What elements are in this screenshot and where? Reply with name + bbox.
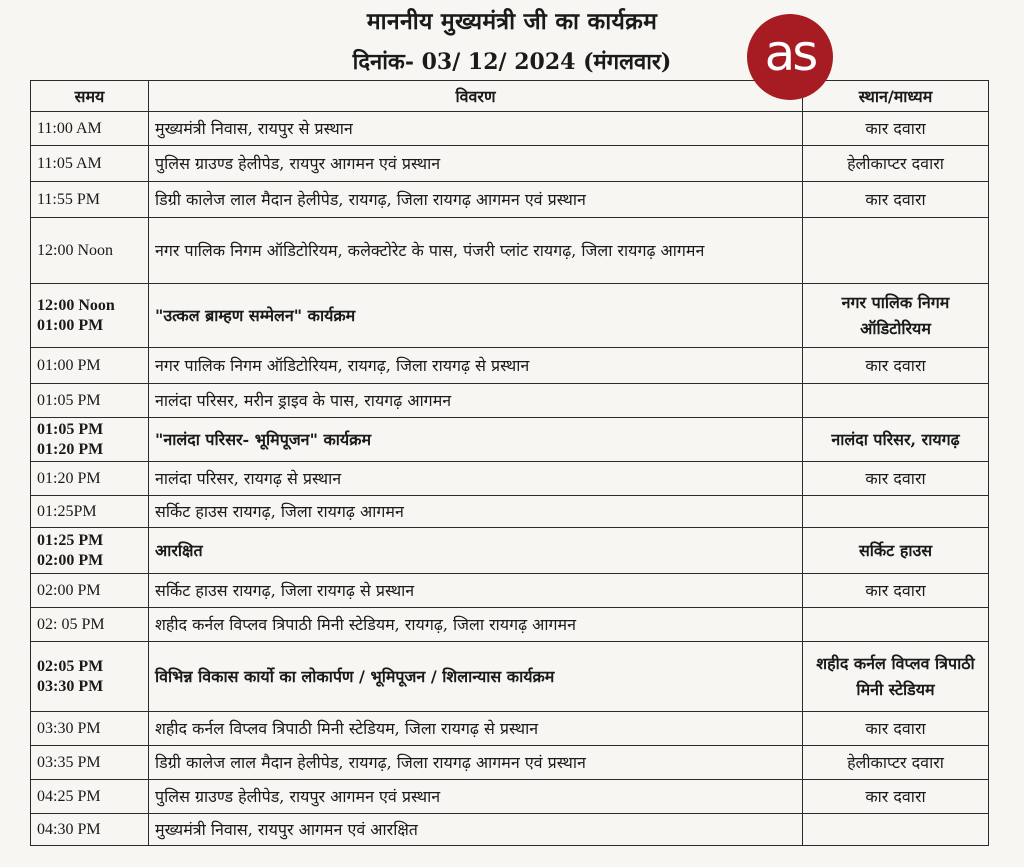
row-description: शहीद कर्नल विप्लव त्रिपाठी मिनी स्टेडियम, रायगढ़, जिला रायगढ़ आगमन <box>149 608 803 642</box>
table-header-row <box>31 81 989 112</box>
row-time: 11:00 AM <box>31 112 149 146</box>
table-row <box>31 814 989 846</box>
column-header-time: समय <box>31 81 149 112</box>
row-place: कार दवारा <box>803 112 989 146</box>
row-description: डिग्री कालेज लाल मैदान हेलीपेड, रायगढ़, जिला रायगढ़ आगमन एवं प्रस्थान <box>149 746 803 780</box>
table-row <box>31 528 989 574</box>
row-description: पुलिस ग्राउण्ड हेलीपेड, रायपुर आगमन एवं प्रस्थान <box>149 146 803 182</box>
table-row <box>31 574 989 608</box>
table-row <box>31 218 989 284</box>
row-place: कार दवारा <box>803 462 989 496</box>
table-row <box>31 608 989 642</box>
as-logo: as <box>747 14 833 100</box>
table-row <box>31 496 989 528</box>
row-place: नगर पालिक निगम ऑडिटोरियम <box>803 284 989 348</box>
table-row <box>31 112 989 146</box>
row-place: कार दवारा <box>803 780 989 814</box>
column-header-description: विवरण <box>149 81 803 112</box>
row-description: विभिन्न विकास कार्यो का लोकार्पण / भूमिपूजन / शिलान्यास कार्यक्रम <box>149 642 803 712</box>
row-place: सर्किट हाउस <box>803 528 989 574</box>
row-time: 01:25 PM 02:00 PM <box>31 528 149 574</box>
column-header-place: स्थान/माध्यम <box>803 81 989 112</box>
row-description: नालंदा परिसर, रायगढ़ से प्रस्थान <box>149 462 803 496</box>
table-row <box>31 462 989 496</box>
row-description: "उत्कल ब्राम्हण सम्मेलन" कार्यक्रम <box>149 284 803 348</box>
row-place: शहीद कर्नल विप्लव त्रिपाठी मिनी स्टेडियम <box>803 642 989 712</box>
row-place: कार दवारा <box>803 712 989 746</box>
row-time: 01:05 PM 01:20 PM <box>31 418 149 462</box>
row-place: हेलीकाप्टर दवारा <box>803 146 989 182</box>
row-time: 03:35 PM <box>31 746 149 780</box>
row-place <box>803 814 989 846</box>
row-description: मुख्यमंत्री निवास, रायपुर आगमन एवं आरक्षित <box>149 814 803 846</box>
schedule-table <box>30 80 989 846</box>
row-place <box>803 496 989 528</box>
row-time: 12:00 Noon 01:00 PM <box>31 284 149 348</box>
row-description: आरक्षित <box>149 528 803 574</box>
row-description: नगर पालिक निगम ऑडिटोरियम, रायगढ़, जिला रायगढ़ से प्रस्थान <box>149 348 803 384</box>
row-time: 02:00 PM <box>31 574 149 608</box>
schedule-date: दिनांक- 03/ 12/ 2024 (मंगलवार) <box>352 49 672 75</box>
row-place: कार दवारा <box>803 574 989 608</box>
row-time: 11:55 PM <box>31 182 149 218</box>
row-description: डिग्री कालेज लाल मैदान हेलीपेड, रायगढ़, जिला रायगढ़ आगमन एवं प्रस्थान <box>149 182 803 218</box>
row-place <box>803 384 989 418</box>
row-description: शहीद कर्नल विप्लव त्रिपाठी मिनी स्टेडियम, जिला रायगढ़ से प्रस्थान <box>149 712 803 746</box>
row-description: "नालंदा परिसर- भूमिपूजन" कार्यक्रम <box>149 418 803 462</box>
row-time: 01:05 PM <box>31 384 149 418</box>
table-row <box>31 146 989 182</box>
table-row <box>31 780 989 814</box>
row-time: 04:30 PM <box>31 814 149 846</box>
table-row <box>31 384 989 418</box>
table-row <box>31 642 989 712</box>
table-row <box>31 284 989 348</box>
table-row <box>31 712 989 746</box>
row-place: कार दवारा <box>803 182 989 218</box>
row-description: सर्किट हाउस रायगढ़, जिला रायगढ़ से प्रस्थान <box>149 574 803 608</box>
row-time: 02:05 PM 03:30 PM <box>31 642 149 712</box>
table-row <box>31 746 989 780</box>
row-time: 03:30 PM <box>31 712 149 746</box>
row-place: हेलीकाप्टर दवारा <box>803 746 989 780</box>
row-time: 01:20 PM <box>31 462 149 496</box>
row-time: 04:25 PM <box>31 780 149 814</box>
document-header <box>0 0 1024 84</box>
row-time: 11:05 AM <box>31 146 149 182</box>
row-place: नालंदा परिसर, रायगढ़ <box>803 418 989 462</box>
row-description: मुख्यमंत्री निवास, रायपुर से प्रस्थान <box>149 112 803 146</box>
row-place <box>803 218 989 284</box>
row-description: नगर पालिक निगम ऑडिटोरियम, कलेक्टोरेट के पास, पंजरी प्लांट रायगढ़, जिला रायगढ़ आगमन <box>149 218 803 284</box>
row-time: 02: 05 PM <box>31 608 149 642</box>
row-description: नालंदा परिसर, मरीन ड्राइव के पास, रायगढ़ आगमन <box>149 384 803 418</box>
row-time: 12:00 Noon <box>31 218 149 284</box>
row-time: 01:25PM <box>31 496 149 528</box>
row-description: पुलिस ग्राउण्ड हेलीपेड, रायपुर आगमन एवं प्रस्थान <box>149 780 803 814</box>
row-time: 01:00 PM <box>31 348 149 384</box>
row-place: कार दवारा <box>803 348 989 384</box>
page-title: माननीय मुख्यमंत्री जी का कार्यक्रम <box>366 8 658 35</box>
table-row <box>31 182 989 218</box>
row-place <box>803 608 989 642</box>
table-row <box>31 418 989 462</box>
row-description: सर्किट हाउस रायगढ़, जिला रायगढ़ आगमन <box>149 496 803 528</box>
table-row <box>31 348 989 384</box>
